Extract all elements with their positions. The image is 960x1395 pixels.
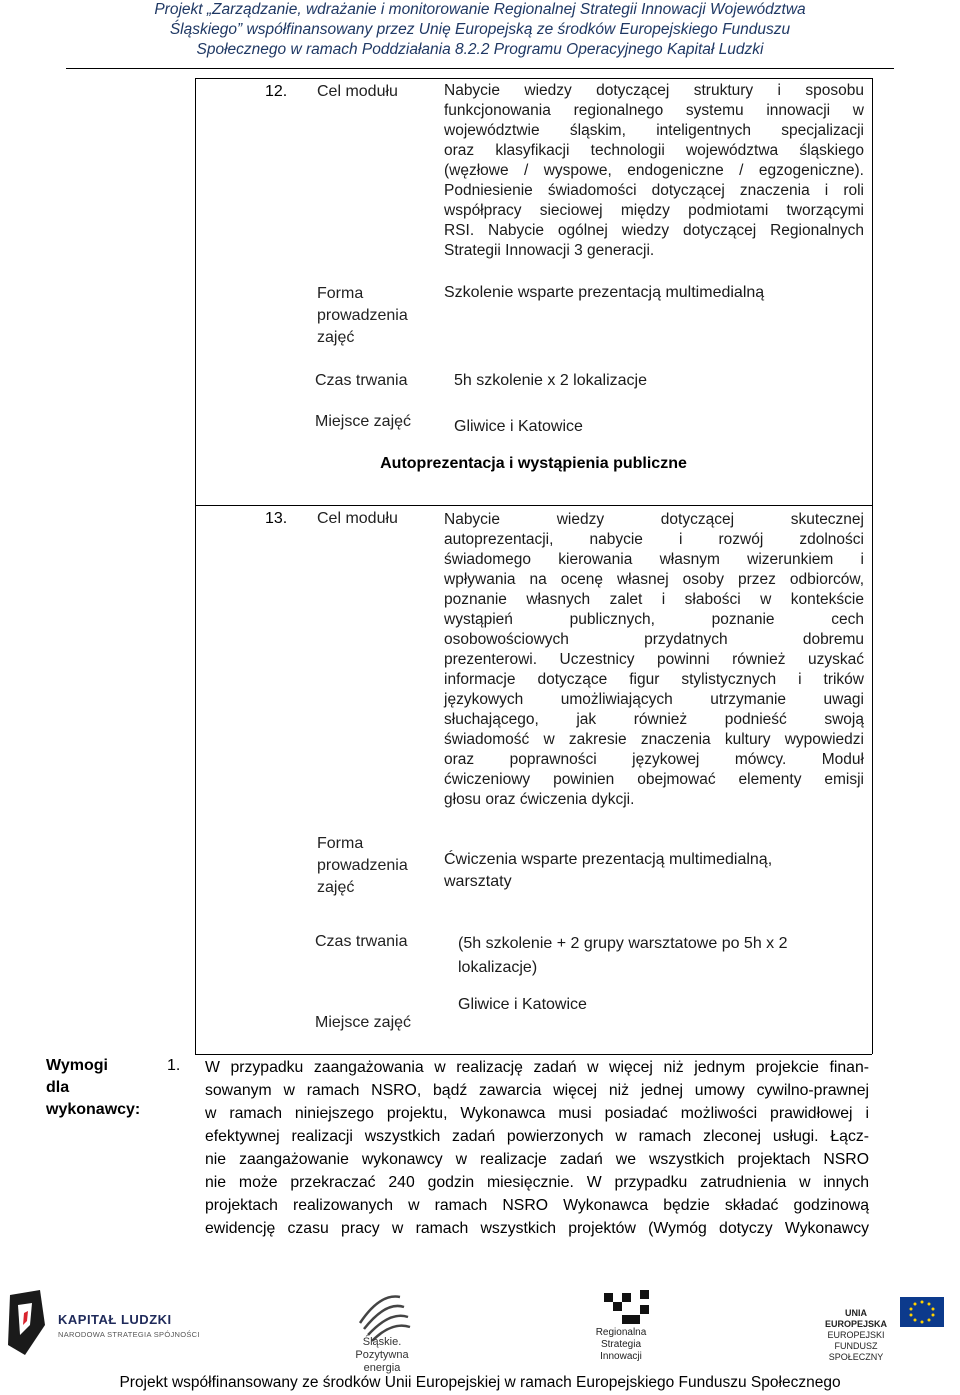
- kapital-ludzki-title: KAPITAŁ LUDZKI: [58, 1312, 172, 1327]
- module-13-goal-line: osobowościowych przydatnych dobremu: [444, 631, 864, 648]
- module-13-goal-line: ćwiczeniowy powinien obejmować elementy emisji: [444, 771, 864, 788]
- kapital-ludzki-logo: [8, 1290, 45, 1355]
- table-border-top: [195, 78, 872, 79]
- module-12-number: 12.: [265, 83, 288, 100]
- module-12-goal-line: funkcjonowania regionalnego systemu innowacji w: [444, 102, 864, 119]
- eu-flag-logo: [900, 1297, 944, 1327]
- module-12-place-label: Miejsce zajęć: [315, 413, 412, 430]
- header-line-3: Społecznego w ramach Poddziałania 8.2.2 Programu Operacyjnego Kapitał Ludzki: [196, 41, 764, 58]
- module-13-goal-line: poznanie własnych zalet i słabości w kontekście: [444, 591, 864, 608]
- module-13-goal-line: Nabycie wiedzy dotyczącej skutecznej: [444, 511, 864, 528]
- form-value-line: Ćwiczenia wsparte prezentacją multimedialną,: [444, 851, 773, 868]
- requirement-line: nie zaangażowanie wykonawcy w realizacje zadań we wszystkich projektach NSRO: [205, 1151, 869, 1168]
- form-label-line: Forma: [317, 835, 364, 852]
- module-12-form-label: [317, 283, 408, 349]
- duration-value-line: (5h szkolenie + 2 grupy warsztatowe po 5h x 2: [458, 935, 788, 952]
- table-border-right: [872, 78, 873, 1054]
- ue-caption-line: EUROPEJSKI: [827, 1330, 885, 1340]
- module-13-goal-line: autoprezentacji, nabycie i rozwój zdolności: [444, 531, 864, 548]
- rsi-logo: [604, 1290, 649, 1324]
- ue-caption: [814, 1308, 898, 1363]
- section-heading: Autoprezentacja i wystąpienia publiczne: [380, 455, 687, 472]
- header-line-1: Projekt „Zarządzanie, wdrażanie i monitorowanie Regionalnej Strategii Innowacji Województwa: [154, 1, 806, 18]
- module-13-place-value: Gliwice i Katowice: [458, 996, 587, 1013]
- form-label-line: prowadzenia: [317, 307, 408, 324]
- module-12-form-value: Szkolenie wsparte prezentacją multimedialną: [444, 284, 765, 301]
- module-13-place-label: Miejsce zajęć: [315, 1014, 412, 1031]
- page-footer: Projekt współfinansowany ze środków Unii Europejskiej w ramach Europejskiego Funduszu Społecznego: [119, 1374, 841, 1391]
- duration-value-line: lokalizacje): [458, 959, 538, 976]
- requirements-label-line: Wymogi: [46, 1057, 108, 1074]
- form-value-line: warsztaty: [444, 873, 512, 890]
- module-13-goal-line: wpływania na ocenę własnej osoby przez odbiorców,: [444, 571, 864, 588]
- slaskie-caption-line: Pozytywna energia: [355, 1349, 409, 1374]
- rsi-caption-line: Regionalna: [595, 1327, 647, 1338]
- module-13-goal-line: świadomość w zakresie znaczenia kultury wypowiedzi: [444, 731, 864, 748]
- requirements-label-line: dla: [46, 1079, 70, 1096]
- slaskie-caption: [338, 1336, 426, 1375]
- module-12-goal-line: (węzłowe / wyspowe, endogeniczne / egzogeniczne).: [444, 162, 864, 179]
- ue-caption-line: FUNDUSZ SPOŁECZNY: [828, 1341, 884, 1362]
- module-13-duration-value: [458, 932, 788, 980]
- slaskie-caption-line: Śląskie.: [362, 1336, 402, 1348]
- module-12-goal-line: Podniesienie świadomości dotyczącej znaczenia i roli: [444, 182, 864, 199]
- module-12-goal-line: oraz klasyfikacji technologii województwa śląskiego: [444, 142, 864, 159]
- table-border-left: [195, 78, 196, 1054]
- requirement-line: efektywnej realizacji wszystkich zadań powierzonych w ramach zleconej usługi. Łącz-: [205, 1128, 869, 1145]
- rsi-caption: [590, 1327, 652, 1363]
- requirement-line: projektach realizowanych w ramach NSRO Wykonawca będzie składać godzinową: [205, 1197, 869, 1214]
- module-13-goal-line: świadomego kierowania własnym wizerunkiem i: [444, 551, 864, 568]
- requirements-label-line: wykonawcy:: [46, 1101, 141, 1118]
- module-13-form-label: [317, 833, 408, 899]
- module-12-goal-line: województwie śląskim, inteligentnych specjalizacji: [444, 122, 864, 139]
- module-12-duration-value: 5h szkolenie x 2 lokalizacje: [454, 372, 647, 389]
- header-line-2: Śląskiego” współfinansowany przez Unię Europejską ze środków Europejskiego Funduszu: [169, 21, 791, 38]
- module-12-goal-line: Nabycie wiedzy dotyczącej struktury i sposobu: [444, 82, 864, 99]
- table-row-divider: [195, 505, 872, 506]
- module-12-goal-text: [444, 81, 864, 261]
- module-12-goal-line: Strategii Innowacji 3 generacji.: [444, 242, 655, 259]
- requirement-line: w ramach niniejszego projektu, Wykonawca musi posiadać możliwości prawidłowej i: [205, 1105, 869, 1122]
- module-13-goal-line: prezenterowi. Uczestnicy powinni również uzyskać: [444, 651, 864, 668]
- module-13-duration-label: Czas trwania: [315, 933, 408, 950]
- module-12-goal-line: RSI. Nabycie ogólnej wiedzy dotyczącej Regionalnych: [444, 222, 864, 239]
- module-13-goal-text: [444, 510, 864, 810]
- requirement-line: sowanym w ramach NSRO, bądź zawarcia więcej niż jednej umowy cywilno-prawnej: [205, 1082, 869, 1099]
- module-12-goal-line: współpracy sieciowej między podmiotami tworzącymi: [444, 202, 864, 219]
- form-label-line: prowadzenia: [317, 857, 408, 874]
- module-13-number: 13.: [265, 510, 288, 527]
- module-13-goal-line: informacje dotyczące figur stylistycznych i trików: [444, 671, 864, 688]
- module-12-place-value: Gliwice i Katowice: [454, 418, 583, 435]
- page-header: [0, 0, 960, 60]
- module-13-form-value: [444, 849, 772, 893]
- module-13-goal-line: głosu oraz ćwiczenia dykcji.: [444, 791, 635, 808]
- requirement-line: ewidencję czasu pracy w ramach wszystkich projektów (Wymóg dotyczy Wykonawcy: [205, 1220, 869, 1237]
- module-13-goal-line: wystąpień publicznych, poznanie cech: [444, 611, 864, 628]
- module-13-goal-line: słuchającego, jak również podnieść swoją: [444, 711, 864, 728]
- requirements-label: [46, 1055, 140, 1121]
- module-13-goal-line: oraz poprawności językowej mówcy. Moduł: [444, 751, 864, 768]
- rsi-caption-line: Innowacji: [600, 1351, 642, 1362]
- form-label-line: zajęć: [317, 879, 355, 896]
- table-border-bottom: [195, 1054, 872, 1055]
- module-12-duration-label: Czas trwania: [315, 372, 408, 389]
- header-divider: [66, 68, 894, 69]
- ue-caption-line: UNIA EUROPEJSKA: [824, 1308, 887, 1329]
- form-label-line: Forma: [317, 285, 364, 302]
- requirement-line: nie może przekraczać 240 godzin miesięcznie. W przypadku zatrudnienia w innych: [205, 1174, 869, 1191]
- module-12-goal-label: Cel modułu: [317, 83, 398, 100]
- module-13-goal-line: językowych umożliwiających utrzymanie uwagi: [444, 691, 864, 708]
- form-label-line: zajęć: [317, 329, 355, 346]
- requirement-number: 1.: [167, 1057, 181, 1074]
- kapital-ludzki-subtitle: NARODOWA STRATEGIA SPÓJNOŚCI: [58, 1330, 200, 1339]
- requirement-line: W przypadku zaangażowania w realizację zadań w więcej niż jednym projekcie finan-: [205, 1059, 869, 1076]
- rsi-caption-line: Strategia: [600, 1339, 642, 1350]
- requirement-text: [205, 1056, 869, 1240]
- module-13-goal-label: Cel modułu: [317, 510, 398, 527]
- slaskie-logo: [360, 1297, 410, 1341]
